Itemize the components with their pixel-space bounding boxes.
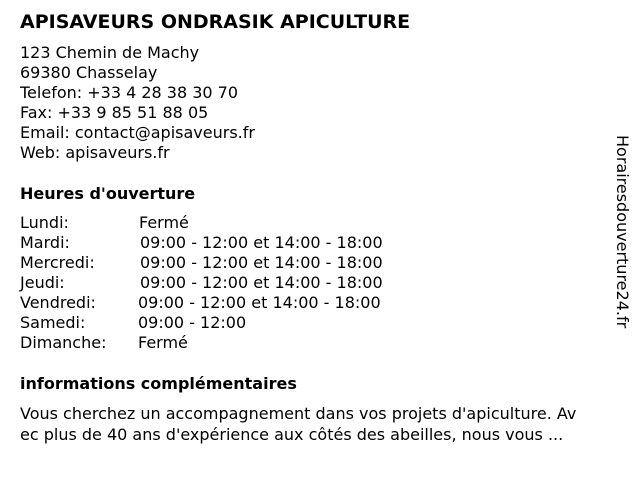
info-heading: informations complémentaires: [20, 374, 297, 393]
fax-number: Fax: +33 9 85 51 88 05: [20, 103, 209, 122]
day-label: Samedi:: [20, 313, 86, 332]
site-watermark: Horairesdouverture24.fr: [613, 135, 632, 329]
day-label: Dimanche:: [20, 333, 107, 352]
time-value: Fermé: [139, 213, 189, 232]
day-label: Mardi:: [20, 233, 70, 252]
website: Web: apisaveurs.fr: [20, 143, 170, 162]
day-label: Jeudi:: [20, 273, 65, 292]
day-label: Vendredi:: [20, 293, 96, 312]
hours-heading: Heures d'ouverture: [20, 184, 196, 203]
day-label: Lundi:: [20, 213, 69, 232]
address-street: 123 Chemin de Machy: [20, 43, 200, 62]
time-value: 09:00 - 12:00: [138, 313, 247, 332]
contact-block: [20, 43, 255, 163]
time-value: 09:00 - 12:00 et 14:00 - 18:00: [138, 293, 381, 312]
time-value: 09:00 - 12:00 et 14:00 - 18:00: [140, 233, 383, 252]
description-line: ec plus de 40 ans d'expérience aux côtés des abeilles, nous vous ...: [20, 425, 564, 444]
description-line: Vous cherchez un accompagnement dans vos projets d'apiculture. Av: [20, 404, 577, 423]
business-name: APISAVEURS ONDRASIK APICULTURE: [20, 11, 411, 33]
phone-number: Telefon: +33 4 28 38 30 70: [20, 83, 239, 102]
day-label: Mercredi:: [20, 253, 95, 272]
address-city: 69380 Chasselay: [20, 63, 158, 82]
email-address: Email: contact@apisaveurs.fr: [20, 123, 255, 142]
time-value: 09:00 - 12:00 et 14:00 - 18:00: [140, 273, 383, 292]
time-value: 09:00 - 12:00 et 14:00 - 18:00: [140, 253, 383, 272]
business-description: [20, 403, 625, 445]
time-value: Fermé: [138, 333, 188, 352]
